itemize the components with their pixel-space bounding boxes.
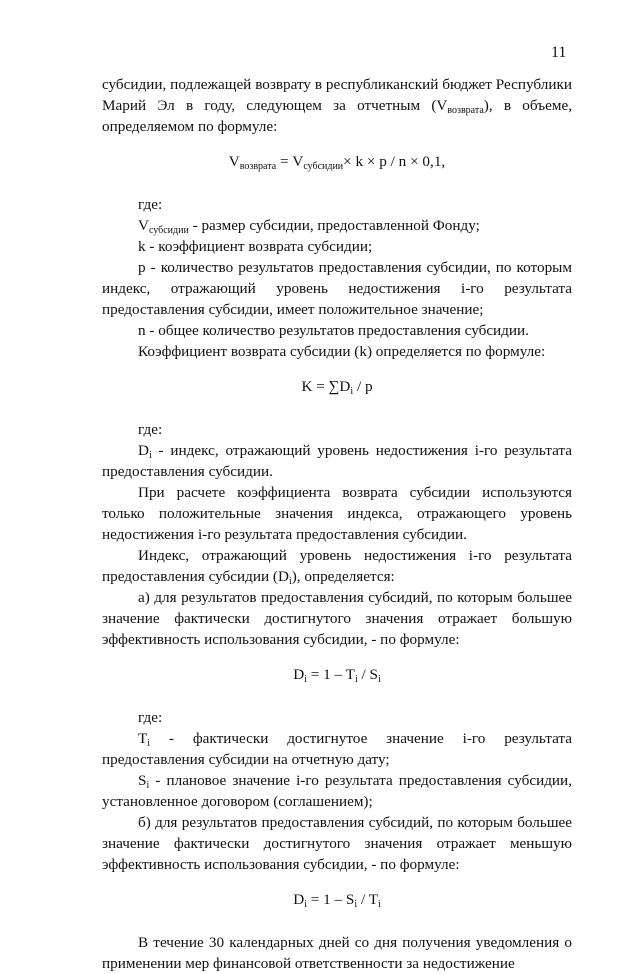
- formula-d-b: [102, 889, 572, 910]
- page-number: 11: [551, 44, 567, 61]
- document-body: [102, 74, 572, 974]
- formula-d-a: [102, 664, 572, 685]
- text-span: V: [228, 153, 240, 170]
- subscript: i: [354, 674, 358, 685]
- formula-vozvrata: [102, 151, 572, 172]
- paragraph-last: В течение 30 календарных дней со дня получения уведомления о применении мер финансовой ответственности за недостижение: [102, 934, 572, 972]
- subscript: i: [377, 674, 381, 685]
- text-span: / p: [353, 378, 373, 395]
- paragraph-indeks: [102, 545, 572, 587]
- subscript: возврата: [239, 161, 277, 172]
- subscript: субсидии: [148, 225, 189, 236]
- where-label: где:: [138, 421, 163, 438]
- text-span: = 1 – S: [306, 891, 355, 908]
- where-label: где:: [138, 709, 163, 726]
- text-span: K = ∑D: [301, 378, 351, 395]
- definition-p: p - количество результатов предоставления субсидии, по которым индекс, отражающий уровень недостижения i-го результата предоставления субсидии, имеет положительное значение;: [102, 259, 572, 318]
- subscript: i: [354, 899, 358, 910]
- definition-n: n - общее количество результатов предоставления субсидии.: [138, 322, 529, 339]
- text-span: - фактически достигнутое значение i-го результата: [150, 730, 572, 747]
- text-span: / T: [357, 891, 378, 908]
- subscript: i: [377, 899, 381, 910]
- text-span: D: [138, 442, 149, 459]
- definition-k: k - коэффициент возврата субсидии;: [138, 238, 373, 255]
- where-label: где:: [138, 196, 163, 213]
- k-intro: Коэффициент возврата субсидии (k) определяется по формуле:: [138, 343, 546, 360]
- text-span: × k × p / n × 0,1,: [343, 153, 446, 170]
- paragraph-a: а) для результатов предоставления субсидий, по которым большее значение фактически достигнутого значения отражает большую эффективность использования субсидии, - по формуле:: [102, 589, 572, 648]
- text-span: - размер субсидии, предоставленной Фонду;: [188, 217, 480, 234]
- text-span: T: [138, 730, 148, 747]
- definition-t: [102, 728, 572, 749]
- text-span: V: [138, 217, 149, 234]
- text-span: ), в объеме,: [483, 97, 572, 114]
- paragraph-line: субсидии, подлежащей возврату в республиканский бюджет Республики: [102, 76, 572, 93]
- subscript: i: [146, 780, 150, 791]
- paragraph-raschete: При расчете коэффициента возврата субсидии используются только положительные значения индекса, отражающего уровень недостижения i-го результата предоставления субсидии.: [102, 484, 572, 543]
- subscript: i: [148, 450, 152, 461]
- text-span: - плановое значение i-го результата предоставления субсидии, установленное договором (соглашением);: [102, 772, 572, 810]
- subscript: i: [350, 386, 354, 397]
- paragraph-line: [102, 95, 572, 116]
- text-span: S: [138, 772, 147, 789]
- text-span: D: [293, 891, 305, 908]
- subscript: субсидии: [303, 161, 344, 172]
- paragraph-b: б) для результатов предоставления субсидий, по которым большее значение фактически достигнутого значения отражает меньшую эффективность использования субсидии, - по формуле:: [102, 814, 572, 873]
- text-span: D: [293, 666, 305, 683]
- formula-k: [102, 376, 572, 397]
- definition-s: [102, 770, 572, 812]
- subscript: i: [304, 899, 307, 910]
- definition-d: [102, 440, 572, 482]
- text-span: = 1 – T: [306, 666, 355, 683]
- subscript: i: [288, 576, 292, 587]
- text-span: = V: [276, 153, 304, 170]
- text-span: / S: [357, 666, 378, 683]
- text-span: Марий Эл в году, следующем за отчетным (V: [102, 97, 448, 114]
- text-span: - индекс, отражающий уровень недостижения i-го результата предоставления субсидии.: [102, 442, 572, 480]
- subscript: возврата: [447, 105, 484, 116]
- subscript: i: [147, 738, 151, 749]
- text-span: Индекс, отражающий уровень недостижения i-го результата предоставления субсидии (D: [102, 547, 572, 585]
- subscript: i: [304, 674, 307, 685]
- paragraph-line: определяемом по формуле:: [102, 118, 278, 135]
- definition-v: [102, 215, 572, 236]
- text-span: ), определяется:: [291, 568, 395, 585]
- definition-t-line2: предоставления субсидии на отчетную дату;: [102, 751, 390, 768]
